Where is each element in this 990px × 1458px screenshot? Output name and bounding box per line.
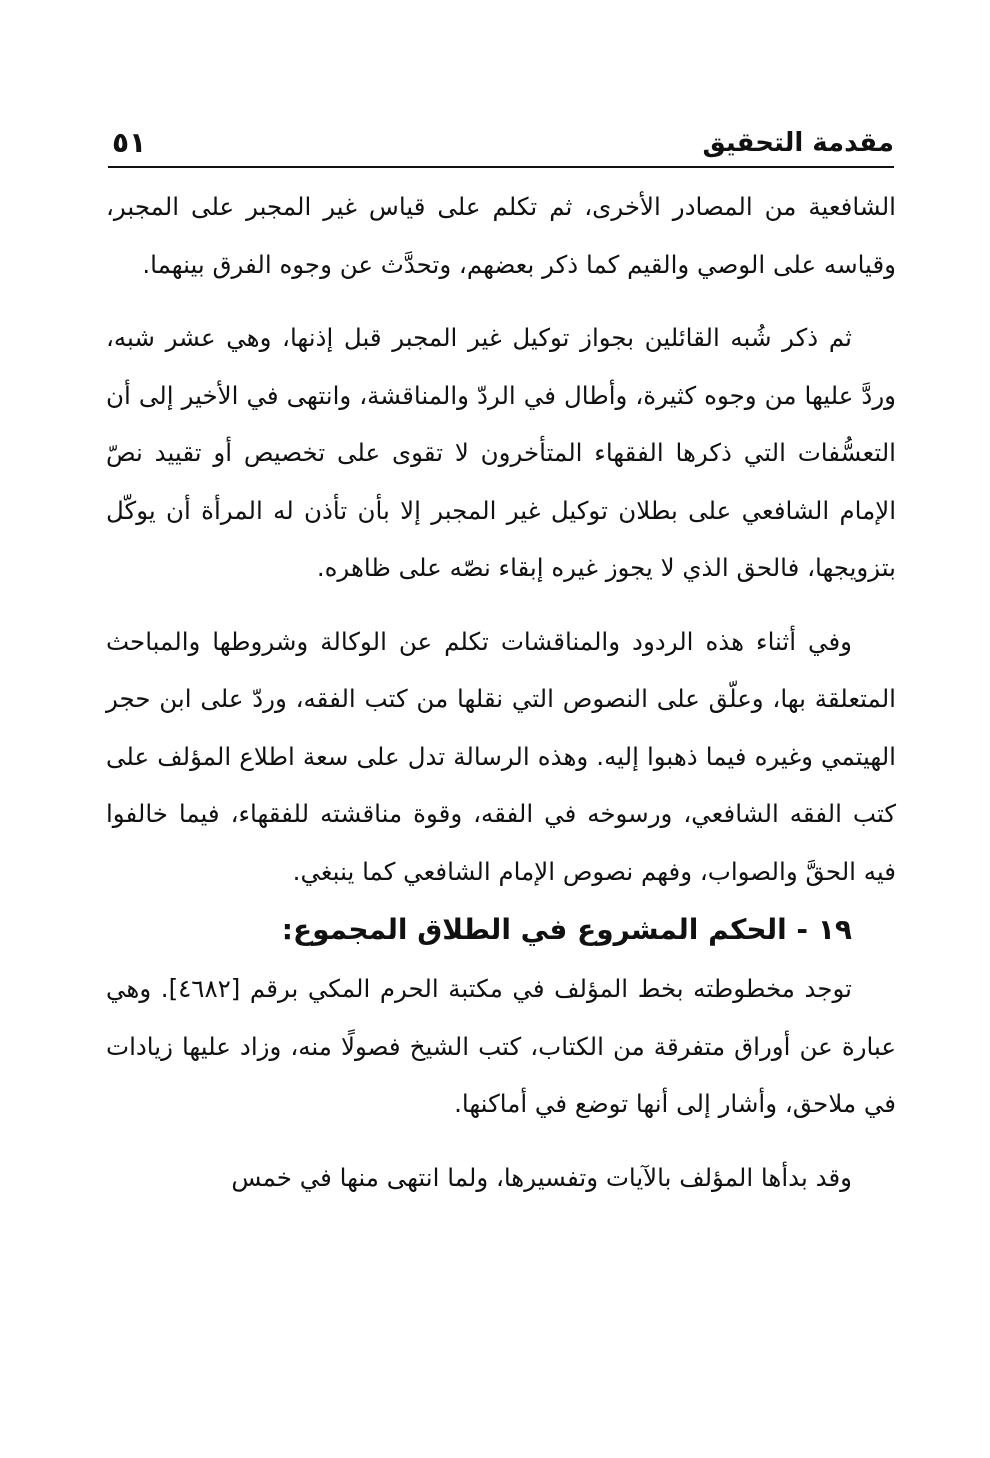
paragraph-continuation: الشافعية من المصادر الأخرى، ثم تكلم على قياس غير المجبر على المجبر، وقياسه على الوصي والقيم كما ذكر بعضهم، وتحدَّث عن وجوه الفرق بينهما. [106, 192, 896, 279]
body-text [106, 178, 896, 1206]
running-title: مقدمة التحقيق [702, 128, 894, 158]
paragraph-shubah: ثم ذكر شُبه القائلين بجواز توكيل غير المجبر قبل إذنها، وهي عشر شبه، وردَّ عليها من وجوه كثيرة، وأطال في الردّ والمناقشة، وانتهى في الأخير إلى أن التعسُّفات التي ذكرها الفقهاء المتأخرون لا تقوى على تخصيص أو تقييد نصّ الإمام الشافعي على بطلان توكيل غير المجبر إلا بأن تأذن له المرأة أن يوكّل بتزويجها، فالحق الذي لا يجوز غيره إبقاء نصّه على ظاهره. [106, 323, 896, 582]
paragraph-gap [106, 1133, 896, 1149]
page-number: ٥١ [112, 126, 147, 159]
page-header [108, 120, 894, 170]
paragraph-final: وقد بدأها المؤلف بالآيات وتفسيرها، ولما انتهى منها في خمس [231, 1162, 852, 1192]
paragraph-gap [106, 597, 896, 613]
paragraph-discussion: وفي أثناء هذه الردود والمناقشات تكلم عن الوكالة وشروطها والمباحث المتعلقة بها، وعلّق على النصوص التي نقلها من كتب الفقه، وردّ على ابن حجر الهيتمي وغيره فيما ذهبوا إليه. وهذه الرسالة تدل على سعة اطلاع المؤلف على كتب الفقه الشافعي، ورسوخه في الفقه، وقوة مناقشته للفقهاء، فيما خالفوا فيه الحقَّ والصواب، وفهم نصوص الإمام الشافعي كما ينبغي. [106, 626, 896, 886]
paragraph-manuscript: توجد مخطوطته بخط المؤلف في مكتبة الحرم المكي برقم [٤٦٨٢]. وهي عبارة عن أوراق متفرقة من الكتاب، كتب الشيخ فصولًا منه، وزاد عليها زيادات في ملاحق، وأشار إلى أنها توضع في أماكنها. [106, 974, 896, 1118]
section-heading: ١٩ - الحكم المشروع في الطلاق المجموع: [281, 913, 852, 946]
paragraph-gap [106, 293, 896, 309]
header-rule [108, 166, 894, 168]
